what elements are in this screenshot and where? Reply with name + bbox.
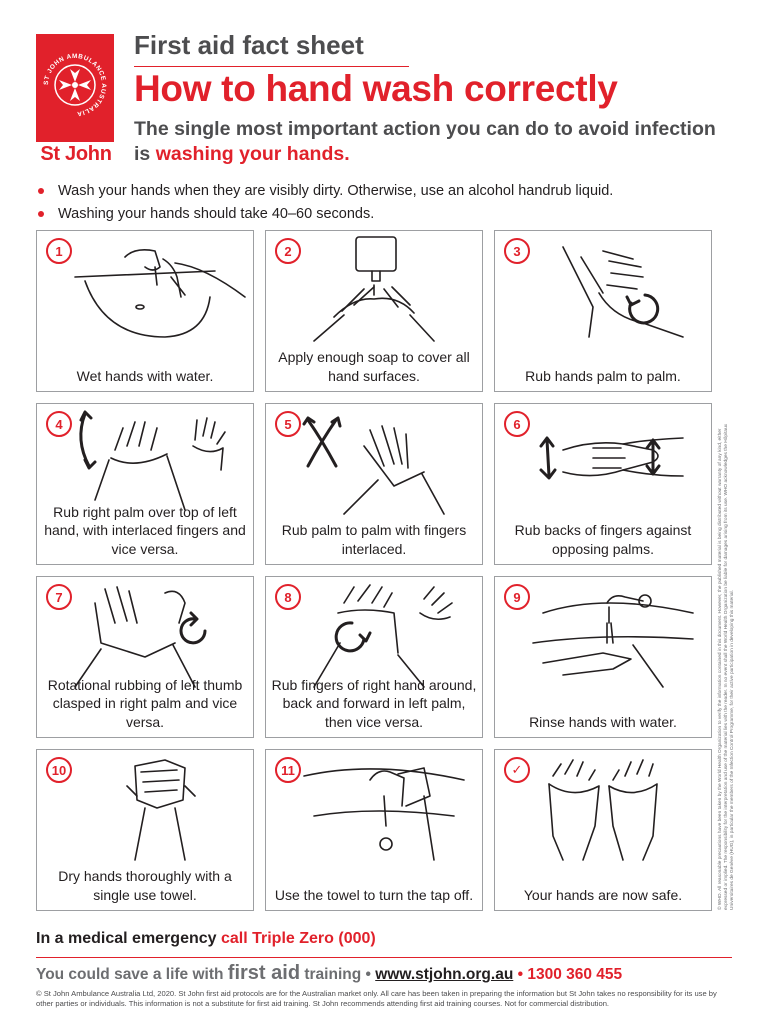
bullet-dot-icon	[38, 188, 44, 194]
wet-hands-illustration-icon	[45, 237, 245, 341]
logo-wordmark: St John	[40, 143, 112, 165]
step-caption: Rub hands palm to palm.	[525, 367, 681, 384]
step-card-1	[36, 230, 254, 392]
step-card-10	[36, 749, 254, 911]
emergency-number: call Triple Zero (000)	[220, 930, 376, 947]
step-caption: Rub palm to palm with fingers interlaced.	[281, 522, 467, 557]
check-badge-icon: ✓	[504, 757, 530, 783]
step-card-11	[265, 749, 483, 911]
step-number-badge: 2	[275, 238, 301, 264]
logo-ring-text: ST JOHN AMBULANCE AUSTRALIA	[42, 52, 108, 118]
turn-off-tap-illustration-icon	[274, 756, 474, 860]
steps-grid	[36, 230, 712, 911]
back-of-hand-illustration-icon	[45, 410, 245, 514]
bullet-text: Wash your hands when they are visibly dirty. Otherwise, use an alcohol handrub liquid.	[58, 183, 614, 199]
bullet-item	[36, 180, 726, 203]
backs-of-fingers-illustration-icon	[503, 410, 703, 514]
emergency-text: In a medical emergency	[36, 930, 221, 947]
header-divider	[134, 66, 409, 67]
step-number-badge: 1	[46, 238, 72, 264]
step-card-6	[494, 403, 712, 565]
cta-text: You could save a life with	[36, 966, 228, 983]
footer-divider	[36, 957, 732, 958]
step-number-badge: 10	[46, 757, 72, 783]
phone-link[interactable]: 1300 360 455	[527, 966, 623, 983]
step-number-badge: 9	[504, 584, 530, 610]
subtitle-text: The single most important action you can do to avoid infection is	[134, 118, 716, 165]
step-card-2	[265, 230, 483, 392]
bullet-text: Washing your hands should take 40–60 seconds.	[58, 206, 375, 222]
step-caption: Apply enough soap to cover all hand surfaces.	[278, 349, 470, 384]
page-title: How to hand wash correctly	[134, 68, 618, 109]
palm-to-palm-illustration-icon	[503, 237, 703, 341]
step-card-9	[494, 576, 712, 738]
intro-bullets	[36, 180, 726, 226]
step-caption: Rotational rubbing of left thumb clasped in right palm and vice versa.	[47, 676, 243, 730]
step-card-12	[494, 749, 712, 911]
legal-disclaimer: © St John Ambulance Australia Ltd, 2020. St John first aid protocols are for the Australian market only. All care has been taken in preparing the information but St John takes no responsibility for its use by other parties or individuals. This information is not a substitute for first aid training. St John recommends attending first aid training courses. Not for commercial distribution.	[36, 989, 717, 1008]
clean-hands-illustration-icon	[503, 756, 703, 860]
emergency-line	[36, 930, 376, 948]
step-caption: Rub backs of fingers against opposing palms.	[514, 522, 692, 557]
step-number-badge: 3	[504, 238, 530, 264]
step-caption: Rinse hands with water.	[529, 713, 677, 730]
step-caption: Your hands are now safe.	[523, 886, 683, 903]
step-caption: Wet hands with water.	[76, 367, 214, 384]
bullet-item	[36, 203, 726, 226]
website-link[interactable]: www.stjohn.org.au	[375, 966, 514, 983]
interlaced-fingers-illustration-icon	[274, 410, 474, 514]
who-disclaimer	[712, 420, 735, 910]
step-card-7	[36, 576, 254, 738]
cta-text-2: training •	[300, 966, 376, 983]
who-disclaimer-text: © WHO. All reasonable precautions have been taken by the World Health Organization to verify the information contained in this document. However, the published material is being distributed without warranty of any kind, either expressed or implied. The responsibility for the interpretation and use of the material lies with the reader. In no event shall the World Health Organization be liable for damages arising from its use. WHO acknowledges the Hôpitaux Universitaires de Genève (HUG), in particular the members of the Infection Control Programme, for their active participation in developing this material.	[718, 423, 735, 910]
training-cta	[36, 962, 622, 985]
step-card-8	[265, 576, 483, 738]
subtitle-accent: washing your hands.	[155, 143, 350, 165]
step-caption: Use the towel to turn the tap off.	[274, 886, 474, 903]
cta-separator: •	[513, 966, 528, 983]
step-number-badge: 5	[275, 411, 301, 437]
thumb-rubbing-illustration-icon	[45, 583, 245, 687]
step-number-badge: 8	[275, 584, 301, 610]
step-caption: Rub fingers of right hand around, back and forward in left palm, then vice versa.	[271, 676, 477, 730]
cta-emphasis: first aid	[227, 962, 301, 984]
step-number-badge: 7	[46, 584, 72, 610]
logo-red-panel	[36, 34, 114, 142]
step-card-5	[265, 403, 483, 565]
step-number-badge: 6	[504, 411, 530, 437]
st-john-logo	[36, 34, 116, 166]
step-card-4	[36, 403, 254, 565]
step-number-badge: 11	[275, 757, 301, 783]
soap-dispenser-illustration-icon	[274, 237, 474, 341]
maltese-cross-icon	[39, 49, 111, 121]
page-subtitle	[134, 117, 734, 167]
fingertip-rubbing-illustration-icon	[274, 583, 474, 687]
step-caption: Rub right palm over top of left hand, with interlaced fingers and vice versa.	[44, 503, 246, 557]
rinse-hands-illustration-icon	[503, 583, 703, 687]
bullet-dot-icon	[38, 211, 44, 217]
header-kicker: First aid fact sheet	[134, 30, 364, 60]
dry-hands-towel-illustration-icon	[45, 756, 245, 860]
step-number-badge: 4	[46, 411, 72, 437]
step-caption: Dry hands thoroughly with a single use towel.	[58, 868, 232, 903]
step-card-3	[494, 230, 712, 392]
